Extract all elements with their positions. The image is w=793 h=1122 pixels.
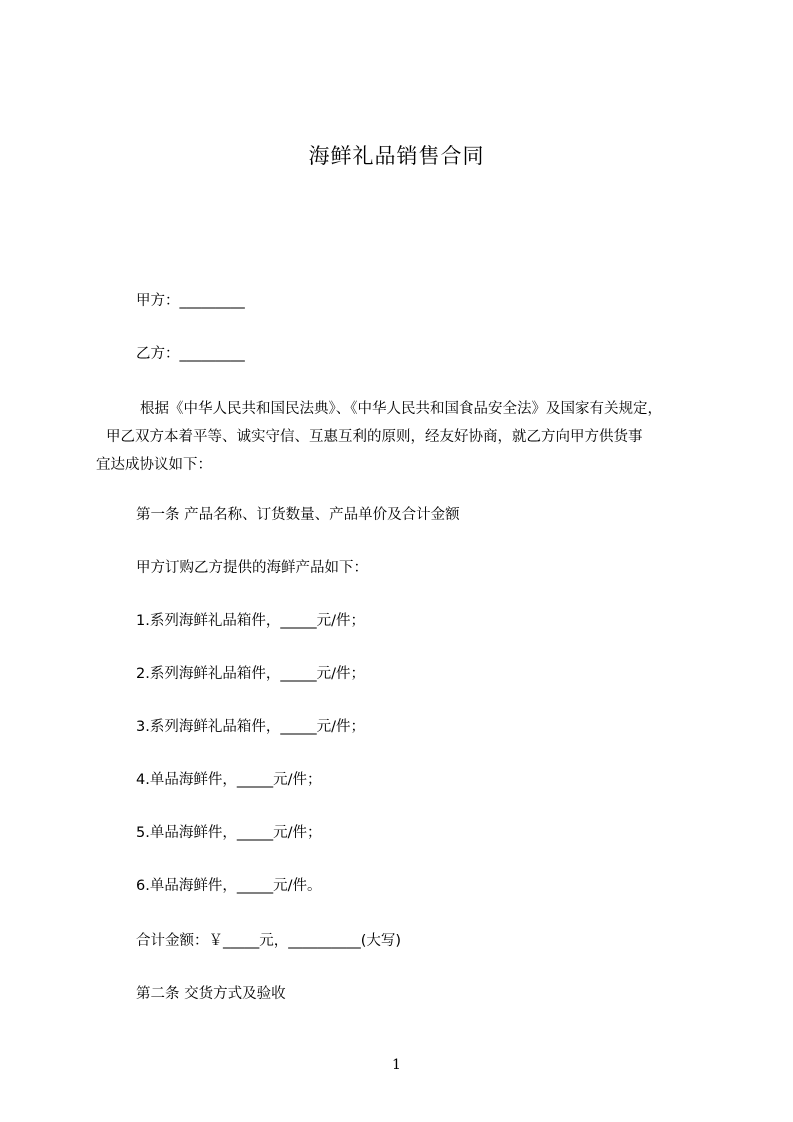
party-a-line: 甲方：_________ — [136, 293, 245, 309]
intro-line-2: 甲乙双方本着平等、诚实守信、互惠互利的原则，经友好协商，就乙方向甲方供货事 — [106, 429, 643, 445]
intro-line-3: 宜达成协议如下： — [96, 457, 212, 473]
intro-paragraph — [96, 395, 716, 479]
total-amount-line: 合计金额：￥_____元，__________(大写) — [136, 933, 402, 949]
document-title: 海鲜礼品销售合同 — [308, 144, 485, 168]
list-item: 1.系列海鲜礼品箱件，_____元/件； — [136, 613, 365, 629]
article-1-heading: 第一条 产品名称、订货数量、产品单价及合计金额 — [136, 507, 460, 523]
party-b-line: 乙方：_________ — [136, 346, 245, 362]
list-item: 6.单品海鲜件，_____元/件。 — [136, 878, 322, 894]
list-item: 5.单品海鲜件，_____元/件； — [136, 825, 322, 841]
article-2-heading: 第二条 交货方式及验收 — [136, 986, 286, 1002]
list-item: 2.系列海鲜礼品箱件，_____元/件； — [136, 666, 365, 682]
list-item: 3.系列海鲜礼品箱件，_____元/件； — [136, 719, 365, 735]
list-item: 4.单品海鲜件，_____元/件； — [136, 772, 322, 788]
page-number: 1 — [392, 1057, 401, 1073]
intro-line-1: 根据《中华人民共和国民法典》、《中华人民共和国食品安全法》及国家有关规定， — [140, 401, 662, 417]
order-intro: 甲方订购乙方提供的海鲜产品如下： — [136, 560, 368, 576]
